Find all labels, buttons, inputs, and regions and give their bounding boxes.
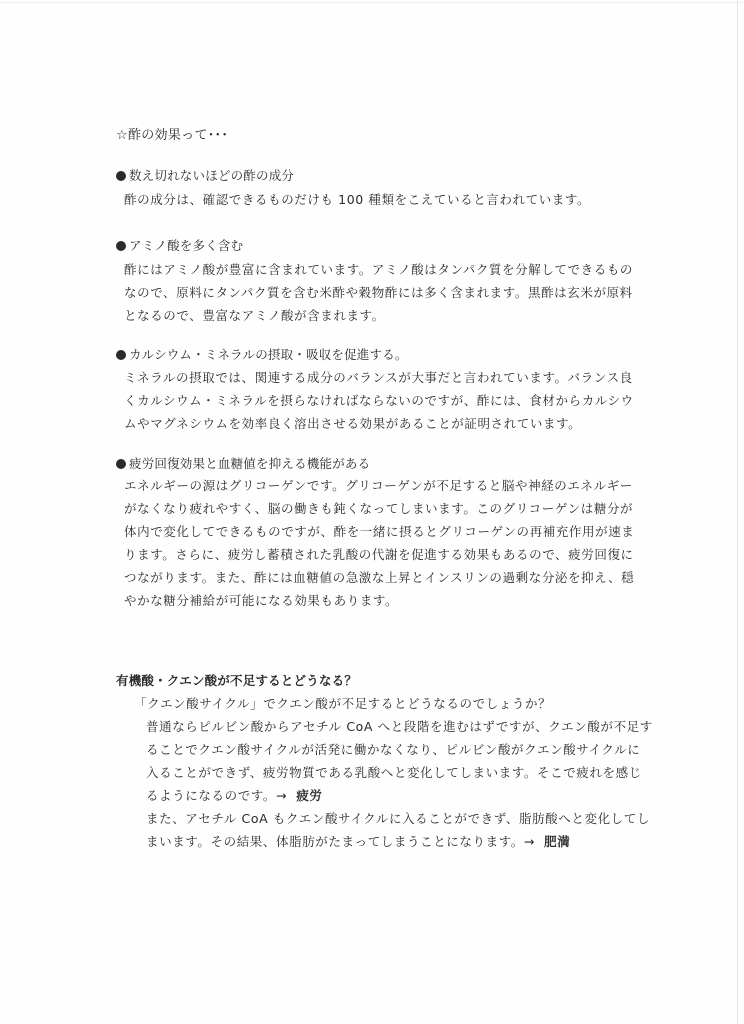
section-line: なので、原料にタンパク質を含む米酢や穀物酢には多く含まれます。黒酢は玄米が原料: [124, 285, 633, 300]
scan-edge-top: [0, 2, 744, 3]
section-line: やかな糖分補給が可能になる効果もあります。: [124, 593, 399, 608]
section-heading-components: [116, 166, 294, 184]
citric-line: また、アセチル CoA もクエン酸サイクルに入ることができず、脂肪酸へと変化してし: [146, 811, 650, 826]
section-line: くカルシウム・ミネラルを摂らなければならないのですが、酢には、食材からカルシウ: [124, 393, 634, 408]
citric-question: 「クエン酸サイクル」でクエン酸が不足するとどうなるのでしょうか？: [134, 696, 552, 711]
citric-line-text: まいます。その結果、体脂肪がたまってしまうことになります。→: [146, 834, 535, 849]
section-line: エネルギーの源はグリコーゲンです。グリコーゲンが不足すると脳や神経のエネルギー: [124, 478, 633, 493]
section-line: となるので、豊富なアミノ酸が含まれます。: [124, 308, 385, 323]
section-line: ミネラルの摂取では、関連する成分のバランスが大事だと言われています。バランス良: [124, 370, 633, 385]
page-title: ☆酢の効果って･･･: [116, 128, 229, 143]
result-fatigue: 疲労: [296, 788, 323, 803]
citric-line: 入ることができず、疲労物質である乳酸へと変化してしまいます。そこで疲れを感じ: [146, 765, 642, 780]
bullet-icon: [116, 350, 126, 360]
citric-heading: 有機酸・クエン酸が不足するとどうなる？: [116, 673, 358, 688]
result-obesity: 肥満: [544, 834, 571, 849]
citric-line-result-obesity: [146, 832, 570, 850]
section-heading-text: 数え切れないほどの酢の成分: [129, 168, 295, 183]
section-line: ります。さらに、疲労し蓄積された乳酸の代謝を促進する効果もあるので、疲労回復に: [124, 547, 634, 562]
bullet-icon: [116, 459, 126, 469]
section-heading-text: アミノ酸を多く含む: [129, 238, 244, 253]
section-line: 体内で変化してできるものですが、酢を一緒に摂るとグリコーゲンの再補充作用が速ま: [124, 524, 635, 539]
section-line: つながります。また、酢には血糖値の急激な上昇とインスリンの過剰な分泌を抑え、穏: [124, 570, 635, 585]
section-line: 酢の成分は、確認できるものだけも 100 種類をこえていると言われています。: [124, 192, 591, 207]
citric-line: 普通ならピルビン酸からアセチル CoA へと段階を進むはずですが、クエン酸が不足す: [146, 719, 653, 734]
section-line: ムやマグネシウムを効率良く溶出させる効果があることが証明されています。: [124, 416, 582, 431]
bullet-icon: [116, 241, 126, 251]
section-heading-minerals: [116, 345, 408, 363]
citric-line: ることでクエン酸サイクルが活発に働かなくなり、ピルビン酸がクエン酸サイクルに: [146, 742, 641, 757]
citric-line-result-fatigue: [146, 786, 322, 804]
bullet-icon: [116, 171, 126, 181]
section-heading-amino: [116, 236, 243, 254]
section-heading-text: カルシウム・ミネラルの摂取・吸収を促進する。: [129, 347, 408, 362]
section-heading-text: 疲労回復効果と血糖値を抑える機能がある: [129, 456, 371, 471]
citric-line-text: るようになるのです。→: [146, 788, 288, 803]
section-line: がなくなり疲れやすく、脳の働きも鈍くなってしまいます。このグリコーゲンは糖分が: [124, 501, 634, 516]
scan-edge-right: [737, 0, 738, 1024]
section-heading-fatigue: [116, 454, 370, 472]
section-line: 酢にはアミノ酸が豊富に含まれています。アミノ酸はタンパク質を分解してできるもの: [124, 262, 634, 277]
